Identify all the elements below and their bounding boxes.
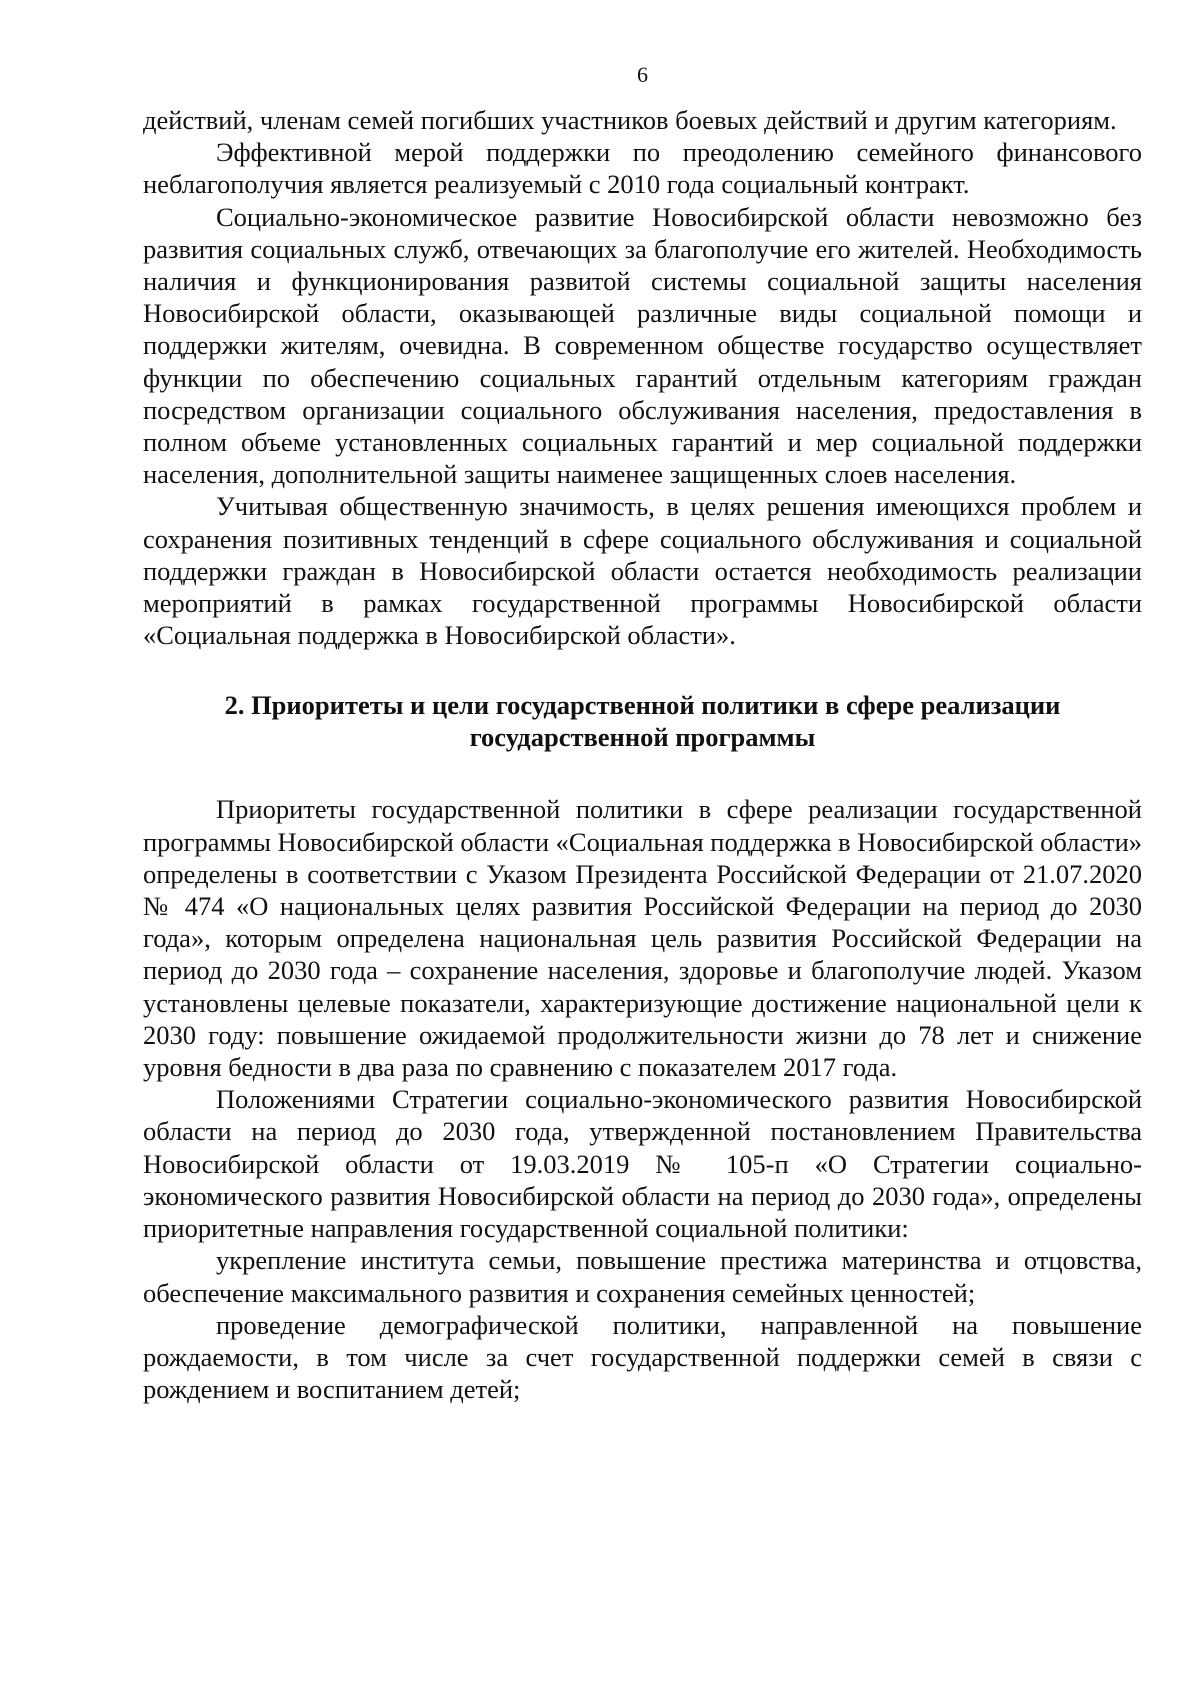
section-heading-line-1: 2. Приоритеты и цели государственной политики в сфере реализации [224, 690, 1061, 721]
document-page [143, 60, 1142, 1405]
paragraph-public-significance: Учитывая общественную значимость, в целях решения имеющихся проблем и сохранения позитивных тенденций в сфере социального обслуживания и социальной поддержки граждан в Новосибирской области остается необходимость реализации мероприятий в рамках государственной программы Новосибирской области «Социальная поддержка в Новосибирской области». [143, 491, 1142, 651]
page-number: 6 [637, 62, 648, 87]
list-item-demographic-policy: проведение демографической политики, направленной на повышение рождаемости, в том числе за счет государственной поддержки семей в связи с рождением и воспитанием детей; [143, 1309, 1142, 1405]
body-text-after-heading [143, 793, 1142, 1405]
list-item-family-institution: укрепление института семьи, повышение престижа материнства и отцовства, обеспечение максимального развития и сохранения семейных ценностей; [143, 1245, 1142, 1308]
body-text-before-heading [143, 104, 1142, 651]
paragraph-social-contract: Эффективной мерой поддержки по преодолению семейного финансового неблагополучия является реализуемый с 2010 года социальный контракт. [143, 137, 1142, 200]
paragraph-continuation: действий, членам семей погибших участников боевых действий и другим категориям. [143, 105, 1117, 135]
paragraph-policy-priorities: Приоритеты государственной политики в сфере реализации государственной программы Новосибирской области «Социальная поддержка в Новосибирской области» определены в соответствии с Указом Президента Российской Федерации от 21.07.2020 № 474 «О национальных целях развития Российской Федерации на период до 2030 года», которым определена национальная цель развития Российской Федерации на период до 2030 года – сохранение населения, здоровье и благополучие людей. Указом установлены целевые показатели, характеризующие достижение национальной цели к 2030 году: повышение ожидаемой продолжительности жизни до 78 лет и снижение уровня бедности в два раза по сравнению с показателем 2017 года. [143, 794, 1142, 1083]
paragraph-strategy-provisions: Положениями Стратегии социально-экономического развития Новосибирской области на период до 2030 года, утвержденной постановлением Правительства Новосибирской области от 19.03.2019 № 105-п «О Стратегии социально-экономического развития Новосибирской области на период до 2030 года», определены приоритетные направления государственной социальной политики: [143, 1084, 1142, 1244]
paragraph-socioeconomic-development: Социально-экономическое развитие Новосибирской области невозможно без развития социальных служб, отвечающих за благополучие его жителей. Необходимость наличия и функционирования развитой системы социальной защиты населения Новосибирской области, оказывающей различные виды социальной помощи и поддержки жителям, очевидна. В современном обществе государство осуществляет функции по обеспечению социальных гарантий отдельным категориям граждан посредством организации социального обслуживания населения, предоставления в полном объеме установленных социальных гарантий и мер социальной поддержки населения, дополнительной защиты наименее защищенных слоев населения. [143, 201, 1142, 490]
section-heading-line-2: государственной программы [469, 722, 816, 753]
section-heading [143, 689, 1142, 753]
